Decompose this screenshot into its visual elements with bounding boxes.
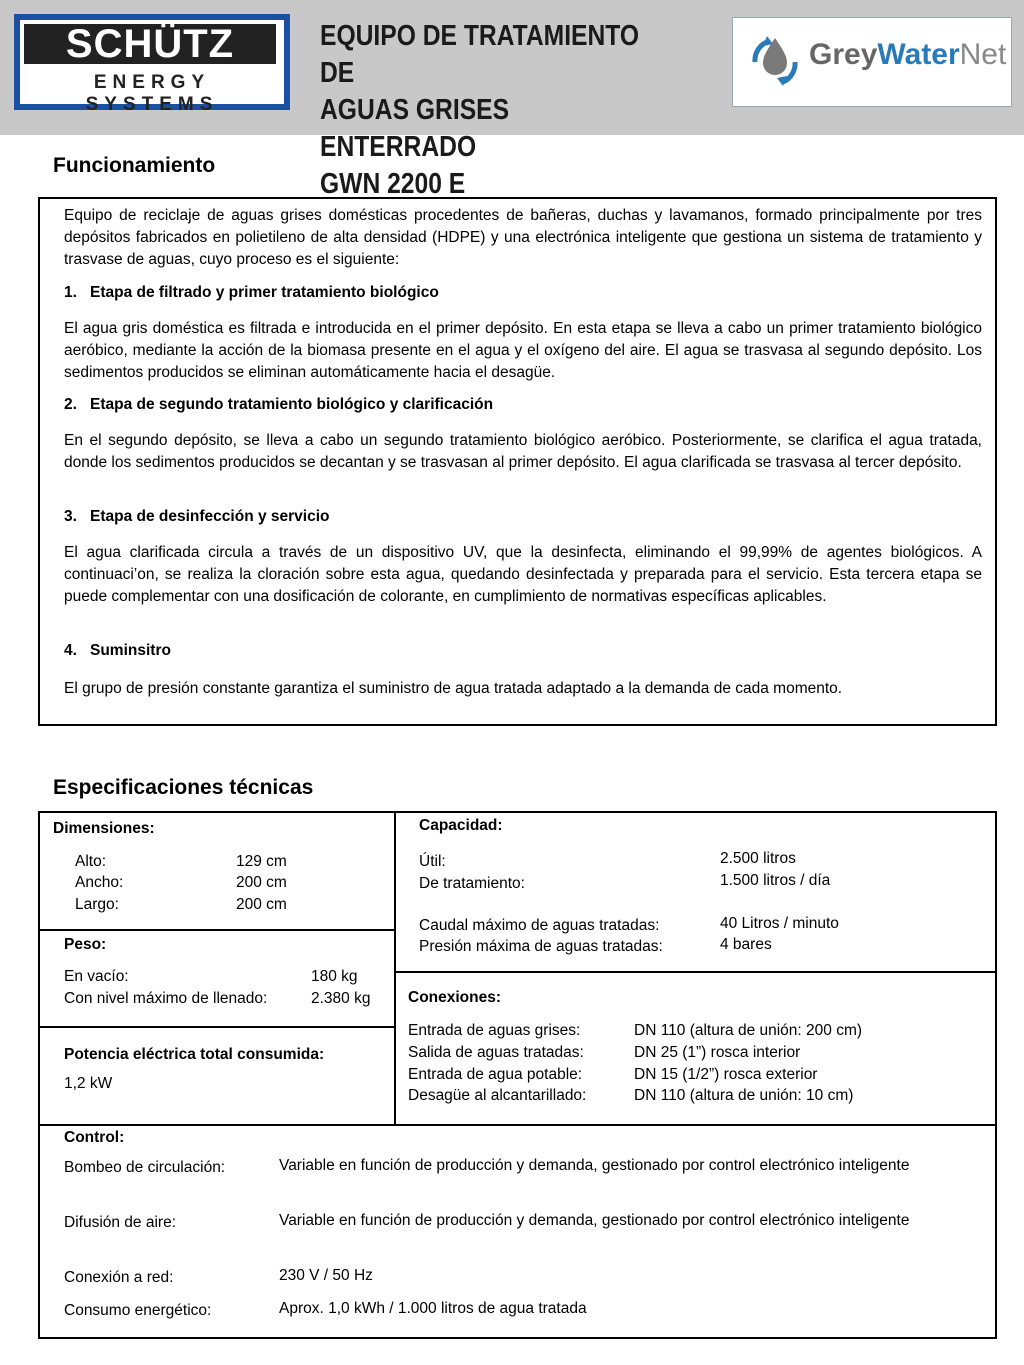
step-1-heading xyxy=(64,284,439,302)
con-salida-tratadas-key: Salida de aguas tratadas: xyxy=(408,1044,584,1061)
title-line-2: AGUAS GRISES ENTERRADO xyxy=(320,94,510,163)
step-4-paragraph: El grupo de presión constante garantiza el suministro de agua tratada adaptado a la demanda de cada momento. xyxy=(64,680,843,697)
logo-net: Net xyxy=(959,38,1007,71)
cap-caudal-value: 40 Litros / minuto xyxy=(720,915,839,932)
cap-presion-key: Presión máxima de aguas tratadas: xyxy=(419,938,663,955)
greywaternet-logo-text xyxy=(809,38,1007,71)
divider-dimensiones xyxy=(38,929,395,931)
step-3-paragraph: El agua clarificada circula a través de un dispositivo UV, que la desinfecta, eliminando el 99,99% de agentes biológicos. A continuaci’on, se realiza la cloración sobre esta agua, quedando desinfectada y preparada para el servicio. Esta tercera etapa se puede complementar con una dosificación de colorante, en cumplimiento de normativas específicas aplicables. xyxy=(64,544,982,605)
title-line-3: GWN 2200 E xyxy=(320,168,466,200)
cap-util-key: Útil: xyxy=(419,853,446,870)
step-number: 2. xyxy=(64,396,77,413)
logo-water: Water xyxy=(877,38,960,71)
step-title: Etapa de segundo tratamiento biológico y clarificación xyxy=(90,396,494,413)
conexiones-label: Conexiones: xyxy=(408,989,502,1006)
divider-peso xyxy=(38,1026,395,1028)
peso-vacio-value: 180 kg xyxy=(311,968,358,985)
schutz-logo xyxy=(14,14,290,115)
step-2-paragraph: En el segundo depósito, se lleva a cabo un segundo tratamiento biológico aeróbico. Posteriormente, se clarifica el agua tratada, donde los sedimentos producidos se decantan y se trasvasan al primer depósito. El agua clarificada se trasvasa al tercer depósito. xyxy=(64,432,982,471)
ctrl-red-key: Conexión a red: xyxy=(64,1269,174,1286)
peso-lleno-key: Con nivel máximo de llenado: xyxy=(64,990,268,1007)
con-entrada-potable-value: DN 15 (1/2”) rosca exterior xyxy=(634,1066,818,1083)
con-salida-tratadas-value: DN 25 (1”) rosca interior xyxy=(634,1044,801,1061)
divider-control xyxy=(38,1124,997,1126)
dim-alto-key: Alto: xyxy=(75,853,107,870)
dimensiones-label: Dimensiones: xyxy=(53,820,155,837)
capacidad-label: Capacidad: xyxy=(419,817,503,834)
step-title: Etapa de filtrado y primer tratamiento biológico xyxy=(90,284,439,301)
potencia-label: Potencia eléctrica total consumida: xyxy=(64,1046,325,1063)
step-1-paragraph: El agua gris doméstica es filtrada e introducida en el primer depósito. En esta etapa se lleva a cabo un primer tratamiento biológico aeróbico, mediante la acción de la biomasa presente en el agua y el oxígeno del aire. El agua se trasvasa al segundo depósito. Los sedimentos producidos se eliminan automáticamente hacia el desagüe. xyxy=(64,320,982,381)
dim-ancho-value: 200 cm xyxy=(236,874,287,891)
funcionamiento-heading: Funcionamiento xyxy=(53,154,216,177)
especificaciones-heading: Especificaciones técnicas xyxy=(53,776,314,799)
peso-lleno-value: 2.380 kg xyxy=(311,990,371,1007)
document-title xyxy=(320,18,660,203)
intro-paragraph: Equipo de reciclaje de aguas grises domésticas procedentes de bañeras, duchas y lavamanos, formado principalmente por tres depósitos fabricados en polietileno de alta densidad (HDPE) y una electrónica inteligente que gestiona un sistema de tratamiento y trasvase de aguas, cuyo proceso es el siguiente: xyxy=(64,207,982,268)
dim-largo-key: Largo: xyxy=(75,896,119,913)
ctrl-bombeo-value: Variable en función de producción y demanda, gestionado por control electrónico inteligente xyxy=(279,1157,910,1174)
con-entrada-grises-value: DN 110 (altura de unión: 200 cm) xyxy=(634,1022,863,1039)
con-desague-key: Desagüe al alcantarillado: xyxy=(408,1087,587,1104)
schutz-logo-subtitle: ENERGY SYSTEMS xyxy=(85,72,219,115)
dim-largo-value: 200 cm xyxy=(236,896,287,913)
cap-tratamiento-value: 1.500 litros / día xyxy=(720,872,831,889)
step-number: 3. xyxy=(64,508,77,525)
cap-util-value: 2.500 litros xyxy=(720,850,796,867)
water-cycle-icon xyxy=(747,32,803,90)
cap-presion-value: 4 bares xyxy=(720,936,772,953)
logo-grey: Grey xyxy=(809,38,878,71)
peso-vacio-key: En vacío: xyxy=(64,968,129,985)
step-number: 4. xyxy=(64,642,77,659)
divider-capacidad xyxy=(394,971,997,973)
peso-label: Peso: xyxy=(64,936,107,953)
step-title: Etapa de desinfección y servicio xyxy=(90,508,330,525)
ctrl-consumo-value: Aprox. 1,0 kWh / 1.000 litros de agua tratada xyxy=(279,1300,587,1317)
potencia-value: 1,2 kW xyxy=(64,1075,113,1092)
divider-vertical xyxy=(394,811,396,1125)
step-4-heading xyxy=(64,642,171,660)
ctrl-bombeo-key: Bombeo de circulación: xyxy=(64,1159,226,1176)
title-line-1: EQUIPO DE TRATAMIENTO DE xyxy=(320,20,640,89)
step-title: Suminsitro xyxy=(90,642,171,659)
con-desague-value: DN 110 (altura de unión: 10 cm) xyxy=(634,1087,854,1104)
ctrl-difusion-value: Variable en función de producción y demanda, gestionado por control electrónico inteligente xyxy=(279,1212,910,1229)
con-entrada-potable-key: Entrada de agua potable: xyxy=(408,1066,583,1083)
schutz-logo-word: SCHÜTZ xyxy=(24,24,276,64)
step-2-heading xyxy=(64,396,493,414)
dim-alto-value: 129 cm xyxy=(236,853,287,870)
greywaternet-logo xyxy=(732,17,1012,107)
cap-tratamiento-key: De tratamiento: xyxy=(419,875,525,892)
step-3-heading xyxy=(64,508,330,526)
ctrl-red-value: 230 V / 50 Hz xyxy=(279,1267,373,1284)
con-entrada-grises-key: Entrada de aguas grises: xyxy=(408,1022,581,1039)
step-number: 1. xyxy=(64,284,77,301)
cap-caudal-key: Caudal máximo de aguas tratadas: xyxy=(419,917,660,934)
control-label: Control: xyxy=(64,1129,125,1146)
ctrl-consumo-key: Consumo energético: xyxy=(64,1302,212,1319)
ctrl-difusion-key: Difusión de aire: xyxy=(64,1214,177,1231)
dim-ancho-key: Ancho: xyxy=(75,874,124,891)
